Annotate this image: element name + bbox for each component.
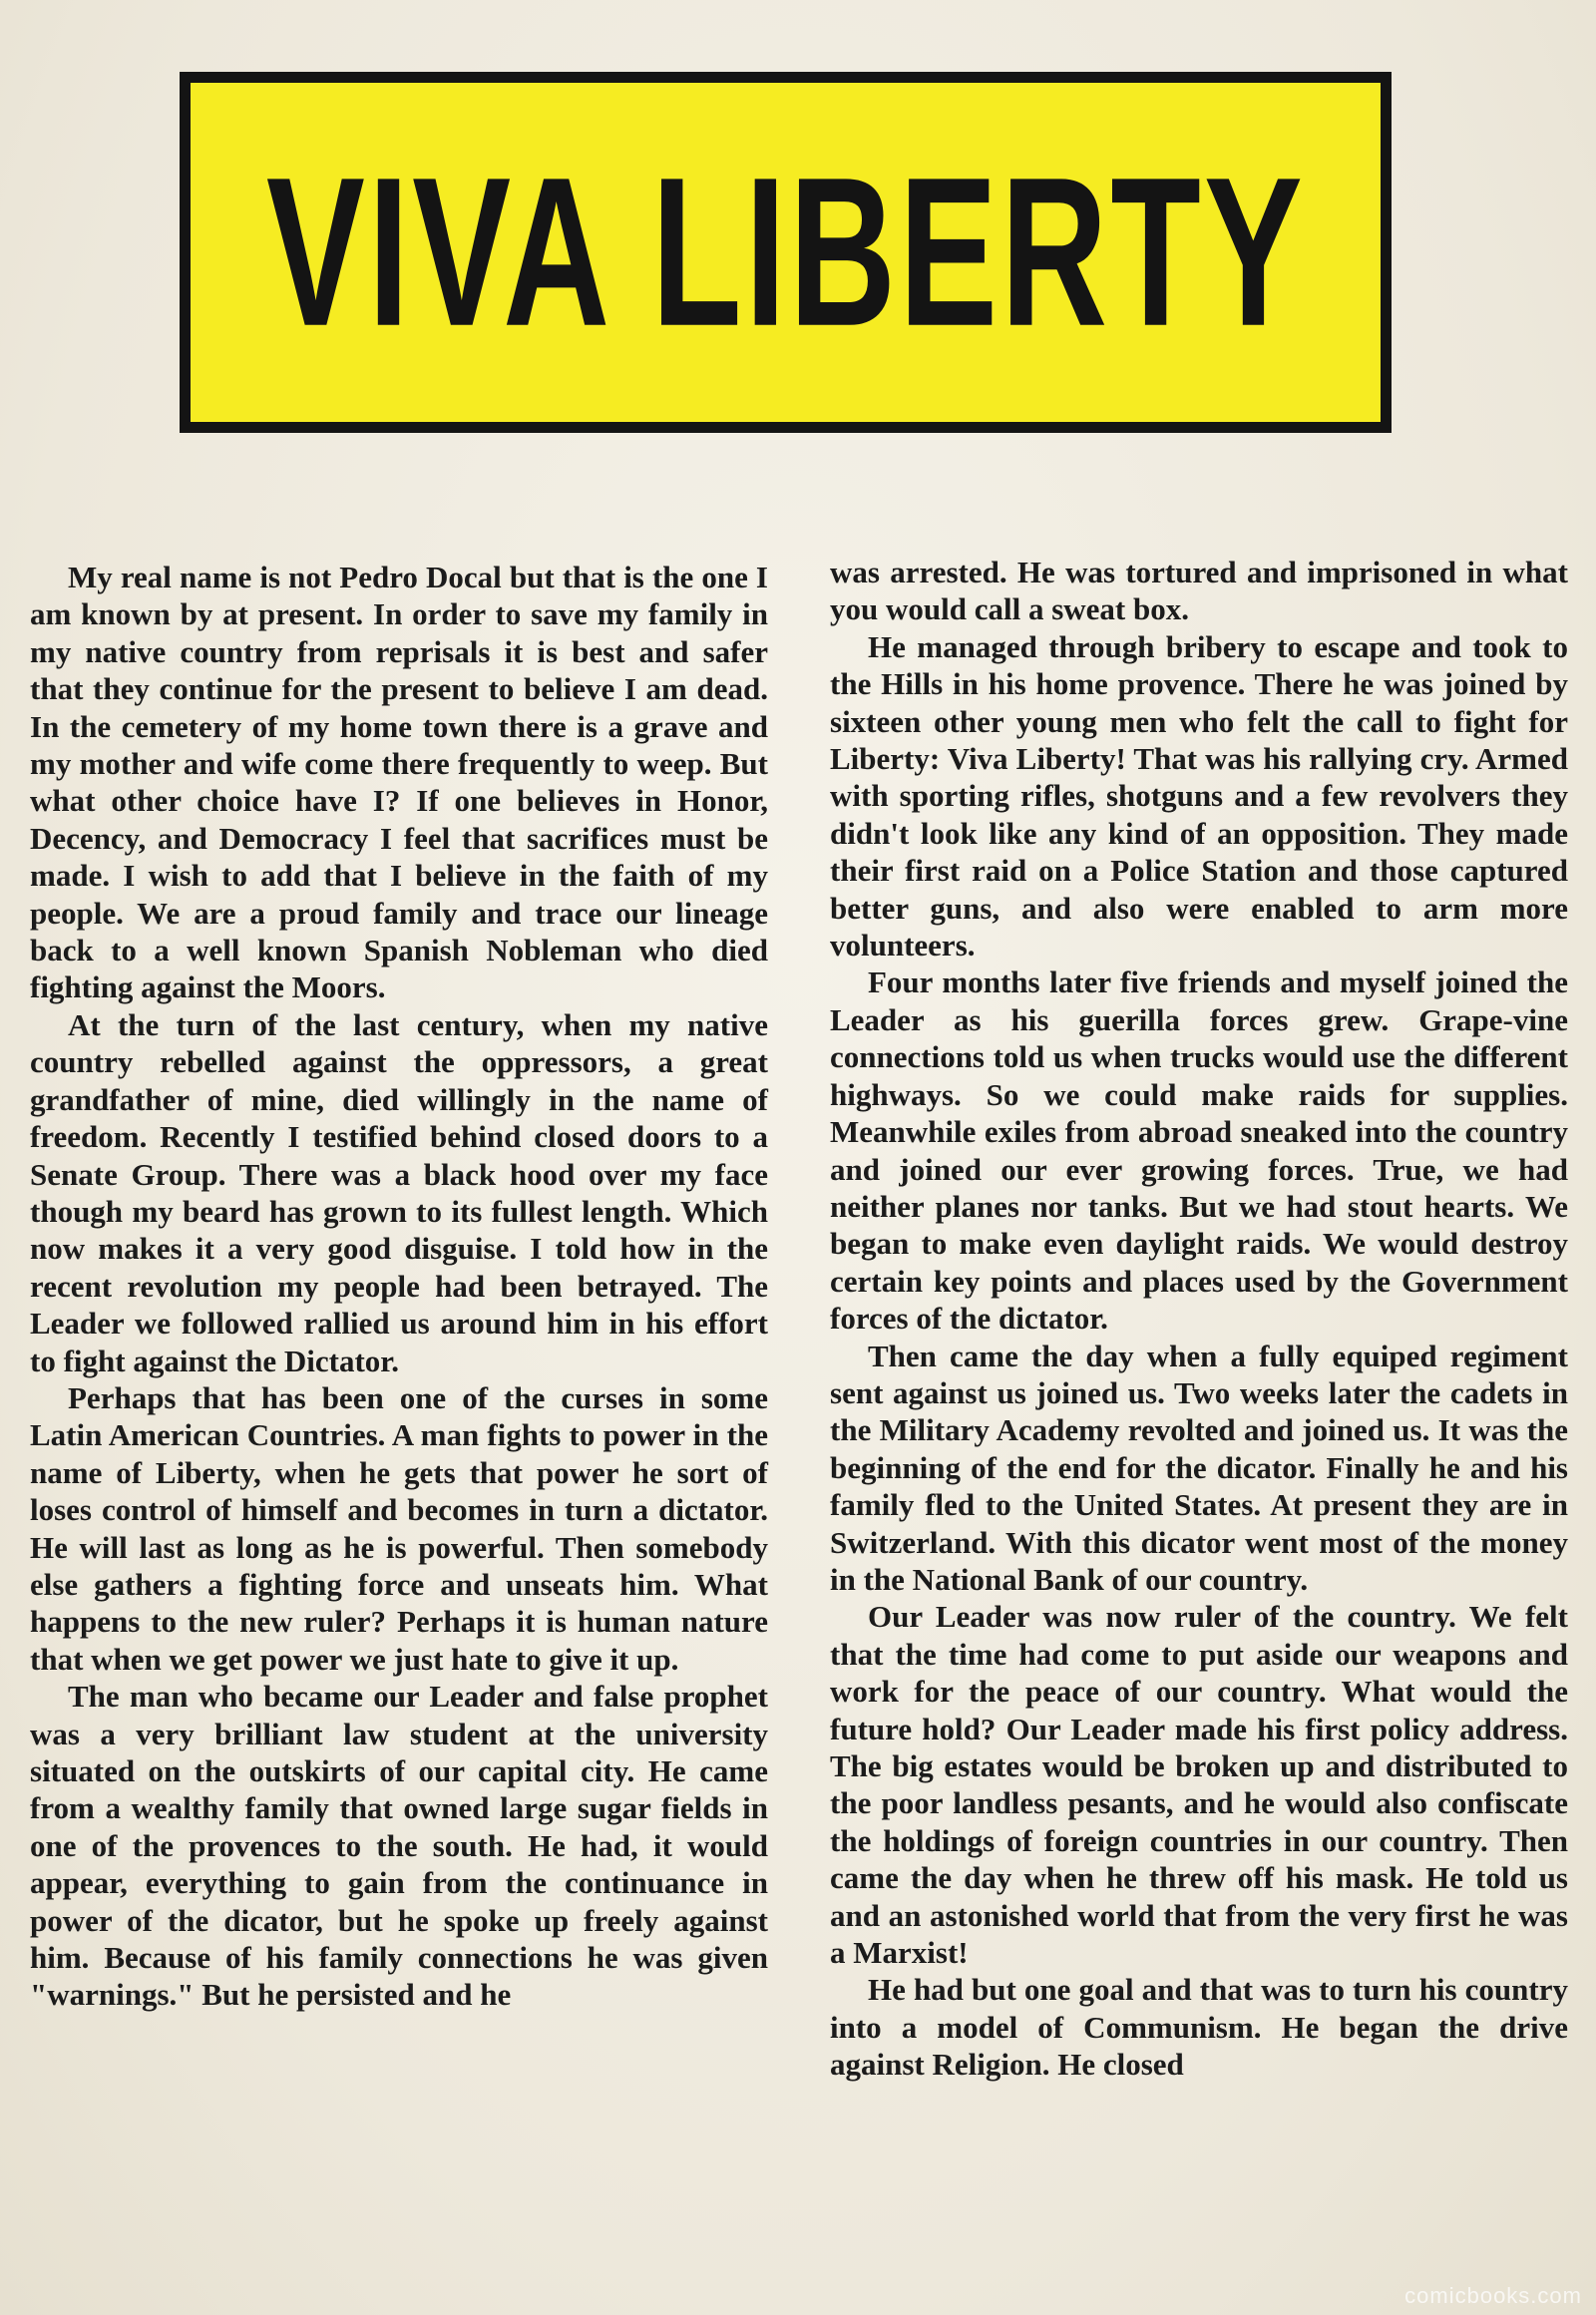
page-title: VIVA LIBERTY [265,134,1306,371]
paragraph: Perhaps that has been one of the curses in some Latin American Countries. A man fights to power in the name of Liberty, when he gets that power he sort of loses control of himself and becomes in turn a dictator. He will last as long as he is powerful. Then somebody else gathers a fighting force and unseats him. What happens to the new ruler? Perhaps it is human nature that when we get power we just hate to give it up. [30,1379,768,1677]
paragraph: Then came the day when a fully equiped regiment sent against us joined us. Two weeks later the cadets in the Military Academy revolted and joined us. It was the beginning of the end for the dicator. Finally he and his family fled to the United States. At present they are in Switzerland. With this dicator went most of the money in the National Bank of our country. [830,1338,1568,1597]
paragraph: He had but one goal and that was to turn his country into a model of Communism. He began the drive against Religion. He closed [830,1972,1568,2083]
paragraph: Four months later five friends and myself joined the Leader as his guerilla forces grew. Grape-vine connections told us when trucks would use the different highways. So we could make raids for supplies. Meanwhile exiles from abroad sneaked into the country and joined our ever growing forces. True, we had neither planes nor tanks. But we had stout hearts. We began to make even daylight raids. We would destroy certain key points and places used by the Government forces of the dictator. [830,965,1568,1337]
paragraph: He managed through bribery to escape and took to the Hills in his home provence. There he was joined by sixteen other young men who felt the call to fight for Liberty: Viva Liberty! That was his rallying cry. Armed with sporting rifles, shotguns and a few revolvers they didn't look like any kind of an opposition. They made their first raid on a Police Station and those captured better guns, and also were enabled to arm more volunteers. [830,628,1568,964]
paragraph: was arrested. He was tortured and imprisoned in what you would call a sweat box. [830,555,1568,627]
left-column [30,559,768,2014]
paragraph: Our Leader was now ruler of the country. We felt that the time had come to put aside our weapons and work for the peace of our country. What would the future hold? Our Leader made his first policy address. The big estates would be broken up and distributed to the poor landless pesants, and he would also confiscate the holdings of foreign countries in our country. Then came the day when he threw off his mask. He told us and an astonished world that from the very first he was a Marxist! [830,1599,1568,1971]
paragraph: The man who became our Leader and false prophet was a very brilliant law student at the university situated on the outskirts of our capital city. He came from a wealthy family that owned large sugar fields in one of the provences to the south. He had, it would appear, everything to gain from the continuance in power of the dicator, but he spoke up freely against him. Because of his family connections he was given "warnings." But he persisted and he [30,1679,768,2013]
title-banner [180,72,1392,433]
watermark: comicbooks.com [1404,2283,1582,2308]
paragraph: My real name is not Pedro Docal but that is the one I am known by at present. In order to save my family in my native country from reprisals it is best and safer that they continue for the present to believe I am dead. In the cemetery of my home town there is a grave and my mother and wife come there frequently to weep. But what other choice have I? If one believes in Honor, Decency, and Democracy I feel that sacrifices must be made. I wish to add that I believe in the faith of my people. We are a proud family and trace our lineage back to a well known Spanish Nobleman who died fighting against the Moors. [30,560,768,1005]
right-column [830,554,1568,2084]
paragraph: At the turn of the last century, when my native country rebelled against the oppressors, a great grandfather of mine, died willingly in the name of freedom. Recently I testified behind closed doors to a Senate Group. There was a black hood over my face though my beard has grown to its fullest length. Which now makes it a very good disguise. I told how in the recent revolution my people had been betrayed. The Leader we followed rallied us around him in his effort to fight against the Dictator. [30,1006,768,1378]
